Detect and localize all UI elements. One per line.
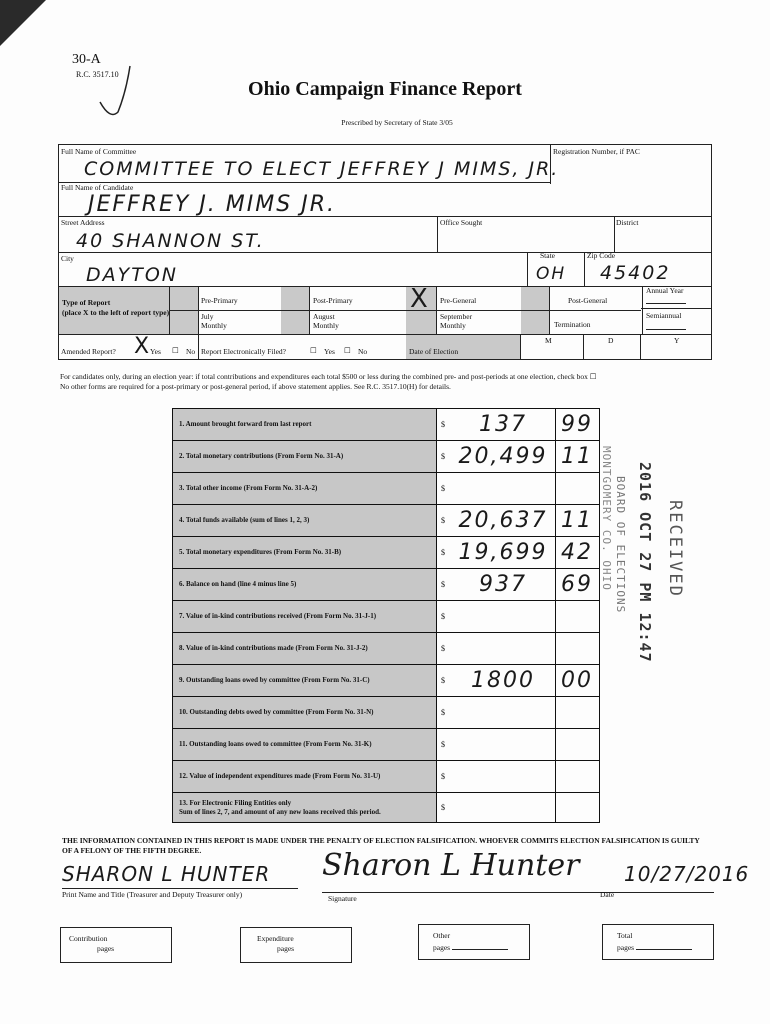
expenditure-pages-blank <box>277 954 333 963</box>
date-value[interactable]: 10/27/2016 <box>624 862 750 886</box>
amended-label: Amended Report? <box>61 347 116 356</box>
candidate-value[interactable]: JEFFREY J. MIMS JR. <box>88 192 336 217</box>
divider <box>640 334 641 360</box>
summary-row-amount[interactable] <box>455 601 551 632</box>
dollar-sign: $ <box>441 772 445 781</box>
year-label: Y <box>674 336 680 345</box>
amended-no-label: No <box>186 347 196 356</box>
committee-value[interactable]: COMMITTEE TO ELECT JEFFREY J MIMS, JR. <box>84 158 560 180</box>
total-pages-title: Total <box>617 931 633 940</box>
electronic-no-label: No <box>358 347 368 356</box>
summary-row-cents[interactable] <box>555 601 598 632</box>
summary-row-amount[interactable] <box>455 729 551 760</box>
summary-row-cents[interactable] <box>555 793 598 822</box>
summary-row-amount[interactable] <box>455 761 551 792</box>
state-value[interactable]: OH <box>536 264 567 284</box>
stamp-date: 2016 OCT 27 PM 12:47 <box>636 462 654 663</box>
total-pages-blank <box>636 941 692 950</box>
treasurer-name[interactable]: SHARON L HUNTER <box>62 862 271 886</box>
august-monthly-label: August Monthly <box>313 312 339 330</box>
post-primary-label: Post-Primary <box>313 296 353 305</box>
dollar-sign: $ <box>441 548 445 557</box>
registration-label: Registration Number, if PAC <box>553 147 640 156</box>
dollar-sign: $ <box>441 452 445 461</box>
street-value[interactable]: 40 SHANNON ST. <box>76 230 265 252</box>
dollar-sign: $ <box>441 580 445 589</box>
amended-yes-label: Yes <box>150 347 161 356</box>
amended-mark[interactable]: X <box>134 334 152 359</box>
summary-row-label: 1. Amount brought forward from last report <box>173 409 437 440</box>
stamp-board-line1: BOARD OF ELECTIONS <box>614 476 627 614</box>
summary-row-label: 10. Outstanding debts owed by committee (From Form No. 31-N) <box>173 697 437 728</box>
month-label: M <box>545 336 552 345</box>
other-pages-title: Other <box>433 931 451 940</box>
summary-row-label: 9. Outstanding loans owed by committee (From Form No. 31-C) <box>173 665 437 696</box>
prescribed-note: Prescribed by Secretary of State 3/05 <box>341 118 453 127</box>
contribution-pages-box[interactable] <box>60 927 172 963</box>
pre-general-mark[interactable]: X <box>410 284 430 314</box>
date-label: Date <box>600 890 615 899</box>
electronic-yes-label: Yes <box>324 347 335 356</box>
termination-label: Termination <box>554 320 591 329</box>
summary-row-cents[interactable] <box>555 761 598 792</box>
total-pages-sub: pages <box>617 943 635 952</box>
other-pages-box[interactable] <box>418 924 530 960</box>
summary-row-amount[interactable] <box>455 633 551 664</box>
summary-row-label: 13. For Electronic Filing Entities only Sum of lines 2, 7, and amount of any new loans received this period. <box>173 793 437 822</box>
summary-row <box>173 473 599 505</box>
signature-line <box>322 892 714 893</box>
print-name-label: Print Name and Title (Treasurer and Deputy Treasurer only) <box>62 890 243 899</box>
zip-value[interactable]: 45402 <box>600 262 671 284</box>
office-label: Office Sought <box>440 218 483 227</box>
folded-corner <box>0 0 46 46</box>
summary-row-cents[interactable]: 11 <box>555 505 598 536</box>
summary-row-label: 11. Outstanding loans owed to committee (From Form No. 31-K) <box>173 729 437 760</box>
received-stamp: RECEIVED <box>665 500 685 598</box>
summary-row <box>173 601 599 633</box>
divider <box>520 334 521 360</box>
summary-row-cents[interactable] <box>555 729 598 760</box>
dollar-sign: $ <box>441 484 445 493</box>
electronic-no-checkbox[interactable]: ☐ <box>344 346 351 355</box>
expenditure-pages-box[interactable] <box>240 927 352 963</box>
rc-reference: R.C. 3517.10 <box>76 70 119 79</box>
summary-row-label: 6. Balance on hand (line 4 minus line 5) <box>173 569 437 600</box>
summary-row <box>173 409 599 441</box>
contribution-pages-title: Contribution <box>69 934 108 943</box>
summary-row <box>173 505 599 537</box>
summary-row-cents[interactable]: 00 <box>555 665 598 696</box>
other-pages-blank <box>452 941 508 950</box>
pre-primary-label: Pre-Primary <box>201 296 238 305</box>
summary-row-label: 7. Value of in-kind contributions received (From Form No. 31-J-1) <box>173 601 437 632</box>
stamp-board-line2: MONTGOMERY CO. OHIO <box>600 446 613 591</box>
summary-row <box>173 665 599 697</box>
post-general-label: Post-General <box>568 296 608 305</box>
summary-row <box>173 793 599 822</box>
state-label: State <box>540 251 555 260</box>
amended-no-checkbox[interactable]: ☐ <box>172 346 179 355</box>
falsification-statement: THE INFORMATION CONTAINED IN THIS REPORT IS MADE UNDER THE PENALTY OF ELECTION FALSIFICATION. WHOEVER COMMITS ELECTION FALSIFICATION IS GUILTY OF A FELONY OF THE FIFTH DEGREE. <box>62 836 700 855</box>
summary-row <box>173 633 599 665</box>
expenditure-pages-sub: pages <box>277 944 295 953</box>
type-of-report-label: Type of Report (place X to the left of report type) <box>62 298 170 317</box>
summary-row-label: 5. Total monetary expenditures (From Form No. 31-B) <box>173 537 437 568</box>
summary-row-cents[interactable] <box>555 633 598 664</box>
divider <box>170 310 641 311</box>
blank-line <box>646 303 686 304</box>
total-pages-box[interactable] <box>602 924 714 960</box>
dollar-sign: $ <box>441 644 445 653</box>
summary-row <box>173 697 599 729</box>
summary-row-amount[interactable] <box>455 793 551 822</box>
pre-general-label: Pre-General <box>440 296 477 305</box>
contribution-pages-blank <box>97 954 153 963</box>
electronic-yes-checkbox[interactable]: ☐ <box>310 346 317 355</box>
electronic-label: Report Electronically Filed? <box>201 347 286 356</box>
summary-row-cents[interactable] <box>555 473 598 504</box>
divider <box>641 308 712 309</box>
summary-row-cents[interactable]: 11 <box>555 441 598 472</box>
committee-label: Full Name of Committee <box>61 147 137 156</box>
dollar-sign: $ <box>441 803 445 812</box>
dollar-sign: $ <box>441 708 445 717</box>
dollar-sign: $ <box>441 676 445 685</box>
street-label: Street Address <box>61 218 105 227</box>
day-label: D <box>608 336 614 345</box>
summary-row-amount[interactable]: 937 <box>479 572 527 597</box>
summary-row-amount[interactable]: 137 <box>479 412 527 437</box>
summary-row-label: 2. Total monetary contributions (From Form No. 31-A) <box>173 441 437 472</box>
date-of-election-label: Date of Election <box>409 347 459 356</box>
summary-row-cents[interactable]: 99 <box>555 409 598 440</box>
candidates-note: For candidates only, during an election year: if total contributions and expenditures each total $500 or less during the combined pre- and post-periods at one election, check box ☐ No other forms are required for a post-primary or post-general period, if above statement applies. See R.C. 3517.10(H) for details. <box>60 372 597 391</box>
city-value[interactable]: DAYTON <box>86 264 179 286</box>
summary-row-amount[interactable]: 19,699 <box>458 540 548 565</box>
summary-row-amount[interactable] <box>455 697 551 728</box>
expenditure-pages-title: Expenditure <box>257 934 294 943</box>
summary-row-amount[interactable]: 1800 <box>471 668 535 693</box>
summary-row-label: 4. Total funds available (sum of lines 1, 2, 3) <box>173 505 437 536</box>
summary-row <box>173 761 599 793</box>
summary-row-amount[interactable]: 20,637 <box>458 508 548 533</box>
divider <box>198 334 199 360</box>
other-pages-sub: pages <box>433 943 451 952</box>
annual-year-label: Annual Year <box>646 286 684 295</box>
september-monthly-label: September Monthly <box>440 312 473 330</box>
summary-row <box>173 729 599 761</box>
dollar-sign: $ <box>441 612 445 621</box>
city-label: City <box>61 254 74 263</box>
summary-table <box>172 408 600 823</box>
zip-label: Zip Code <box>587 251 616 260</box>
summary-row-label: 3. Total other income (From Form No. 31-A-2) <box>173 473 437 504</box>
summary-row <box>173 569 599 601</box>
summary-row-cents[interactable] <box>555 697 598 728</box>
summary-row-amount[interactable] <box>455 473 551 504</box>
contribution-pages-sub: pages <box>97 944 115 953</box>
page-title: Ohio Campaign Finance Report <box>248 78 522 100</box>
summary-row <box>173 441 599 473</box>
dollar-sign: $ <box>441 740 445 749</box>
district-label: District <box>616 218 639 227</box>
july-monthly-label: July Monthly <box>201 312 227 330</box>
summary-row-cents[interactable]: 69 <box>555 569 598 600</box>
summary-row-cents[interactable]: 42 <box>555 537 598 568</box>
dollar-sign: $ <box>441 516 445 525</box>
blank-line <box>646 329 686 330</box>
summary-row-amount[interactable]: 20,499 <box>458 444 548 469</box>
summary-row <box>173 537 599 569</box>
semiannual-label: Semiannual <box>646 311 682 320</box>
divider <box>583 334 584 360</box>
summary-row-label: 8. Value of in-kind contributions made (From Form No. 31-J-2) <box>173 633 437 664</box>
signature[interactable]: Sharon L Hunter <box>322 848 580 883</box>
signature-label: Signature <box>328 894 357 903</box>
name-line <box>62 888 298 889</box>
dollar-sign: $ <box>441 420 445 429</box>
divider <box>58 334 712 335</box>
form-number: 30-A <box>72 52 101 67</box>
summary-row-label: 12. Value of independent expenditures made (From Form No. 31-U) <box>173 761 437 792</box>
candidate-label: Full Name of Candidate <box>61 183 134 192</box>
